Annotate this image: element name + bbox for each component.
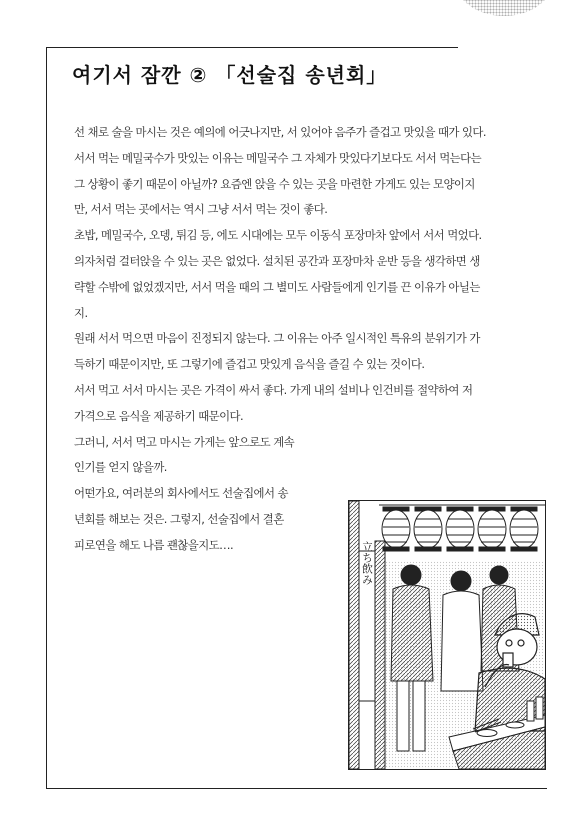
text-line: 인기를 얻지 않을까. xyxy=(74,460,167,475)
text-line: 초밥, 메밀국수, 오뎅, 튀김 등, 에도 시대에는 모두 이동식 포장마차 앞에서 서서 먹었다. xyxy=(74,228,482,243)
text-line: 서서 먹는 메밀국수가 맛있는 이유는 메밀국수 그 자체가 맛있다기보다도 서서 먹는다는 xyxy=(74,150,482,165)
text-line: 년회를 해보는 것은. 그렇지, 선술집에서 결혼 xyxy=(74,511,284,526)
corner-dot-pattern xyxy=(456,0,552,16)
illustration-drawing xyxy=(349,501,545,769)
shop-sign-text: 立ち飲み xyxy=(360,541,374,585)
text-line: 원래 서서 먹으면 마음이 진정되지 않는다. 그 이유는 아주 일시적인 특유의 분위기가 가 xyxy=(74,331,480,346)
tachinomi-bar-illustration xyxy=(348,500,546,770)
text-line: 서서 먹고 서서 마시는 곳은 가격이 싸서 좋다. 가게 내의 설비나 인건비를 절약하여 저 xyxy=(74,382,473,397)
text-line: 지. xyxy=(74,305,88,320)
text-line: 의자처럼 걸터앉을 수 있는 곳은 없었다. 설치된 공간과 포장마차 운반 등을 생각하면 생 xyxy=(74,253,480,268)
section-title: 여기서 잠깐 ② 「선술집 송년회」 xyxy=(72,63,388,87)
text-line: 선 채로 술을 마시는 것은 예의에 어긋나지만, 서 있어야 음주가 즐겁고 맛있을 때가 있다. xyxy=(74,125,486,139)
text-line: 득하기 때문이지만, 또 그렇기에 즐겁고 맛있게 음식을 즐길 수 있는 것이다. xyxy=(74,357,425,372)
text-line: 략할 수밖에 없었겠지만, 서서 먹을 때의 그 별미도 사람들에게 인기를 끈 이유가 아닐는 xyxy=(74,279,480,294)
text-line: 어떤가요, 여러분의 회사에서도 선술집에서 송 xyxy=(74,486,288,501)
text-line: 피로연을 해도 나름 괜찮을지도…. xyxy=(74,537,234,552)
article-body xyxy=(74,120,540,559)
text-line: 그 상황이 좋기 때문이 아닐까? 요즘엔 앉을 수 있는 곳을 마련한 가게도 있는 모양이지 xyxy=(74,176,475,191)
text-line: 만, 서서 먹는 곳에서는 역시 그냥 서서 먹는 것이 좋다. xyxy=(74,202,328,217)
text-line: 가격으로 음식을 제공하기 때문이다. xyxy=(74,408,244,423)
text-line: 그러니, 서서 먹고 마시는 가게는 앞으로도 계속 xyxy=(74,434,295,449)
